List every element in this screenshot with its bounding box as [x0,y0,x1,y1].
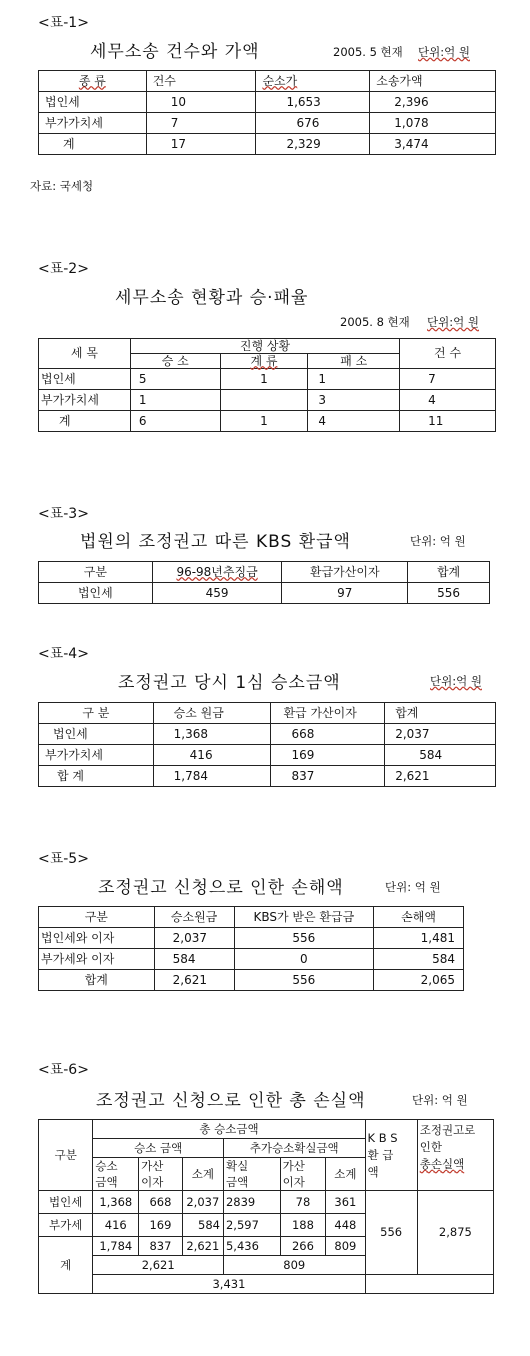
table-header-cell [223,1158,280,1191]
table4 [38,702,496,787]
table1-date: 2005. 5 현재 [333,45,403,59]
table-header-cell [93,1158,139,1191]
table-cell: 합 계 [39,766,154,787]
table-cell: 2,037 [154,928,234,949]
table-cell: 6 [130,411,220,432]
table-cell: 2,037 [182,1191,223,1214]
table-cell: 416 [93,1214,139,1237]
table-header-cell [39,71,147,92]
table6-header-row [39,1120,494,1139]
table-cell: 부가가치세 [39,745,154,766]
table-cell [220,390,308,411]
table-cell: 668 [139,1191,183,1214]
table-row [39,134,496,155]
table-cell: 4 [308,411,400,432]
table-row [39,369,496,390]
table-header-cell [280,1158,326,1191]
table-header-cell: 승소원금 [154,907,234,928]
table-cell: 584 [374,949,464,970]
table-cell: 1,653 [256,92,370,113]
table-cell: 부가가치세 [39,390,131,411]
table-cell: 계 [39,1237,93,1294]
table-header-text: K B S [367,1131,398,1145]
table-cell: 169 [139,1214,183,1237]
table-header-text: 조정권고로 [419,1123,476,1137]
table-header-text: 금액 [225,1175,249,1189]
table-cell: 668 [271,724,385,745]
table4-header-row [39,703,496,724]
table-cell: 416 [153,745,271,766]
table-cell: 169 [271,745,385,766]
table1-title: 세무소송 건수와 가액 [90,42,260,62]
table3-title: 법원의 조정권고 따른 KBS 환급액 [80,532,351,552]
table-cell: 3,431 [93,1275,365,1294]
table6-unit: 단위: 억 원 [412,1093,468,1107]
table-cell: 1,784 [153,766,271,787]
table-header-cell: 승 소 [130,354,220,369]
table-header-cell [139,1158,183,1191]
table2-unit-text: 단위:억 원 [427,315,479,329]
table-cell: 97 [282,583,408,604]
table-header-text: 인한 [419,1140,442,1154]
table-header-text: 종 류 [78,73,106,88]
table-cell: 1,078 [370,113,496,134]
table-header-cell [256,71,370,92]
table-header-cell [365,1120,417,1191]
table-cell: 837 [139,1237,183,1256]
table1-source: 자료: 국세청 [30,179,94,193]
table-cell: 5 [130,369,220,390]
table-header-cell: 건 수 [400,339,496,369]
table2 [38,338,496,432]
table-header-cell: 건수 [146,71,256,92]
table-row [39,411,496,432]
table-row [39,949,464,970]
table-cell: 188 [280,1214,326,1237]
table-cell: 부가세와 이자 [39,949,155,970]
table-row [39,583,490,604]
table-cell: 448 [326,1214,365,1237]
table-cell: 1 [130,390,220,411]
table-header-cell [152,562,282,583]
table-cell: 계 [39,134,147,155]
table-row [39,113,496,134]
table-header-cell: 합계 [385,703,496,724]
table-cell: 809 [223,1256,365,1275]
table-header-cell: 소계 [326,1158,365,1191]
table4-title: 조정권고 당시 1심 승소금액 [118,673,341,693]
table-cell: 556 [408,583,490,604]
table5-unit: 단위: 억 원 [385,880,441,894]
table-cell: 17 [146,134,256,155]
table2-header-row [39,339,496,354]
table5-title: 조정권고 신청으로 인한 손해액 [98,878,344,898]
table-header-text: 총손실액 [419,1157,465,1171]
table-cell: 2,597 [223,1214,280,1237]
table-cell: 556 [234,970,374,991]
table1-unit [418,44,470,60]
table6 [38,1119,494,1294]
table-cell: 2,621 [182,1237,223,1256]
table-cell: 1,784 [93,1237,139,1256]
table-cell: 7 [146,113,256,134]
table-header-cell: 구분 [39,907,155,928]
table-cell: 1,368 [153,724,271,745]
table-cell: 2,875 [417,1191,493,1275]
table-row [39,724,496,745]
table-cell: 법인세 [39,1191,93,1214]
table-cell: 합계 [39,970,155,991]
table-header-cell: 환급 가산이자 [271,703,385,724]
table-header-cell: 구분 [39,1120,93,1191]
table2-date: 2005. 8 현재 [340,315,410,329]
table-cell: 법인세 [39,92,147,113]
table5-label: <표-5> [38,851,89,867]
table1-header-row [39,71,496,92]
table-cell: 584 [385,745,496,766]
table-header-text: 승소 [95,1159,118,1173]
table-header-text: 이자 [282,1175,305,1189]
table-cell: 7 [400,369,496,390]
table-header-text: 순소가 [262,73,298,88]
table1-label: <표-1> [38,15,89,31]
table-header-text: 가산 [282,1159,305,1173]
table-cell: 2,621 [385,766,496,787]
table-cell: 2839 [223,1191,280,1214]
table1-unit-text: 단위:억 원 [418,45,470,59]
table-row [39,1191,494,1214]
table-cell: 2,396 [370,92,496,113]
table-cell: 676 [256,113,370,134]
table-row [39,928,464,949]
table-cell: 5,436 [223,1237,280,1256]
table-header-cell: 세 목 [39,339,131,369]
table-cell: 809 [326,1237,365,1256]
table-cell: 1,368 [93,1191,139,1214]
table-cell: 556 [234,928,374,949]
table-cell: 4 [400,390,496,411]
table5-header-row [39,907,464,928]
table3 [38,561,490,604]
table-row [39,390,496,411]
table-cell: 계 [39,411,131,432]
table-header-cell: 승소 금액 [93,1139,224,1158]
table-cell: 1 [308,369,400,390]
table-cell: 361 [326,1191,365,1214]
table2-title: 세무소송 현황과 승·패율 [115,288,309,308]
table4-unit-text: 단위:억 원 [430,674,482,688]
table-header-cell: 환급가산이자 [282,562,408,583]
table-cell [365,1275,494,1294]
table-cell: 2,621 [93,1256,224,1275]
table-header-cell: 합계 [408,562,490,583]
table-header-cell [220,354,308,369]
table-header-text: 액 [367,1165,379,1179]
table-header-text: 가산 [141,1159,164,1173]
table-cell: 1 [220,369,308,390]
table-cell: 78 [280,1191,326,1214]
table3-label: <표-3> [38,506,89,522]
table-cell: 3,474 [370,134,496,155]
table-cell: 584 [182,1214,223,1237]
table-cell: 법인세 [39,369,131,390]
table-header-text: 계 류 [250,353,278,368]
table-cell: 부가세 [39,1214,93,1237]
table-row [39,970,464,991]
table-cell: 법인세와 이자 [39,928,155,949]
table-header-cell: 패 소 [308,354,400,369]
table-cell: 2,621 [154,970,234,991]
table-cell: 10 [146,92,256,113]
table1 [38,70,496,155]
table-cell: 1 [220,411,308,432]
table-cell: 3 [308,390,400,411]
table-cell: 법인세 [39,583,153,604]
table-cell: 584 [154,949,234,970]
table2-label: <표-2> [38,261,89,277]
table-cell: 11 [400,411,496,432]
table-header-text: 확실 [225,1159,249,1173]
table-header-cell: 소계 [182,1158,223,1191]
table-header-text: 금액 [95,1175,118,1189]
table6-title: 조정권고 신청으로 인한 총 손실액 [96,1091,366,1111]
table-cell: 459 [152,583,282,604]
table-header-cell: 구분 [39,562,153,583]
table-cell: 법인세 [39,724,154,745]
table-cell: 2,037 [385,724,496,745]
table5 [38,906,464,991]
table-row [39,766,496,787]
table-cell: 0 [234,949,374,970]
table3-header-row [39,562,490,583]
table-header-cell: 진행 상황 [130,339,399,354]
table6-label: <표-6> [38,1062,89,1078]
table-row [39,745,496,766]
table-cell: 부가가치세 [39,113,147,134]
table4-unit [430,673,482,689]
table-header-cell: 추가승소확실금액 [223,1139,365,1158]
table-cell: 2,329 [256,134,370,155]
table-header-cell: KBS가 받은 환급금 [234,907,374,928]
table-row [39,1275,494,1294]
table-header-text: 96-98년추징금 [176,564,258,579]
table-row [39,92,496,113]
table-cell: 1,481 [374,928,464,949]
table-header-cell: 손해액 [374,907,464,928]
table-cell: 2,065 [374,970,464,991]
table-header-text: 환 급 [367,1148,394,1162]
table2-unit [427,314,479,330]
table3-unit: 단위: 억 원 [410,534,466,548]
table-header-cell: 구 분 [39,703,154,724]
table-cell: 556 [365,1191,417,1275]
table-cell: 837 [271,766,385,787]
table4-label: <표-4> [38,646,89,662]
table-header-cell: 승소 원금 [153,703,271,724]
table-header-text: 이자 [141,1175,164,1189]
table-header-cell: 소송가액 [370,71,496,92]
table-header-cell [417,1120,493,1191]
table-header-text [420,1156,491,1173]
table-header-cell: 총 승소금액 [93,1120,365,1139]
table-cell: 266 [280,1237,326,1256]
